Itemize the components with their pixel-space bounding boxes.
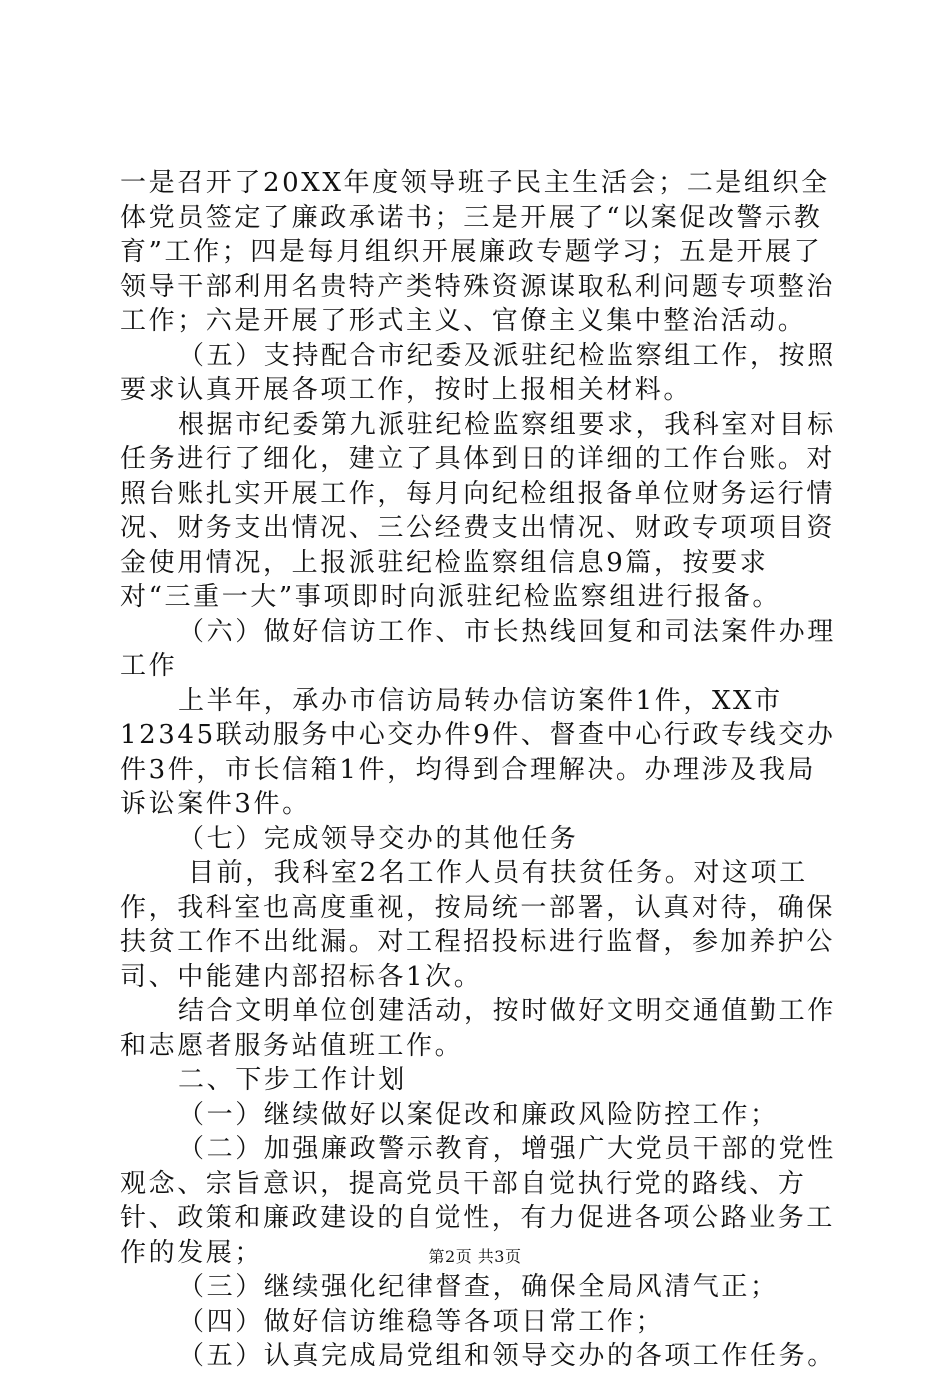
plan-item-3: （三）继续强化纪律督查，确保全局风清气正； [178,1272,779,1302]
document-body [120,166,840,1374]
paragraph-7: 目前，我科室2名工作人员有扶贫任务。对这项工作，我科室也高度重视，按局统一部署，认真对待，确保扶贫工作不出纰漏。对工程招投标进行监督，参加养护公司、中能建内部招标各1次。 [120,858,836,992]
paragraph-5: 上半年，承办市信访局转办信访案件1件，XX市12345联动服务中心交办件9件、督查中心行政专线交办件3件，市长信箱1件，均得到合理解决。办理涉及我局诉讼案件3件。 [120,685,836,819]
paragraph-8: 结合文明单位创建活动，按时做好文明交通值勤工作和志愿者服务站值班工作。 [120,996,836,1061]
plan-item-4: （四）做好信访维稳等各项日常工作； [178,1306,665,1337]
plan-item-1: （一）继续做好以案促改和廉政风险防控工作； [178,1099,779,1130]
paragraph-3: 根据市纪委第九派驻纪检监察组要求，我科室对目标任务进行了细化，建立了具体到日的详细的工作台账。对照台账扎实开展工作，每月向纪检组报备单位财务运行情况、财务支出情况、三公经费支出情况、财政专项项目资金使用情况，上报派驻纪检监察组信息9篇，按要求对“三重一大”事项即时向派驻纪检监察组进行报备。 [120,409,836,612]
section-heading-6: （六）做好信访工作、市长热线回复和司法案件办理工作 [120,616,836,681]
page-footer: 第2页 共3页 [428,1247,522,1266]
paragraph-2: （五）支持配合市纪委及派驻纪检监察组工作，按照要求认真开展各项工作，按时上报相关材料。 [120,340,836,405]
section-heading-7: （七）完成领导交办的其他任务 [178,823,579,854]
plan-item-2: （二）加强廉政警示教育，增强广大党员干部的党性观念、宗旨意识，提高党员干部自觉执行党的路线、方针、政策和廉政建设的自觉性，有力促进各项公路业务工作的发展； [120,1134,836,1268]
paragraph-1: 一是召开了20XX年度领导班子民主生活会；二是组织全体党员签定了廉政承诺书；三是开展了“以案促改警示教育”工作；四是每月组织开展廉政专题学习；五是开展了领导干部利用名贵特产类特殊资源谋取私利问题专项整治工作；六是开展了形式主义、官僚主义集中整治活动。 [120,168,836,336]
section-heading-plan: 二、下步工作计划 [178,1065,407,1095]
plan-item-5: （五）认真完成局党组和领导交办的各项工作任务。 [178,1341,836,1371]
